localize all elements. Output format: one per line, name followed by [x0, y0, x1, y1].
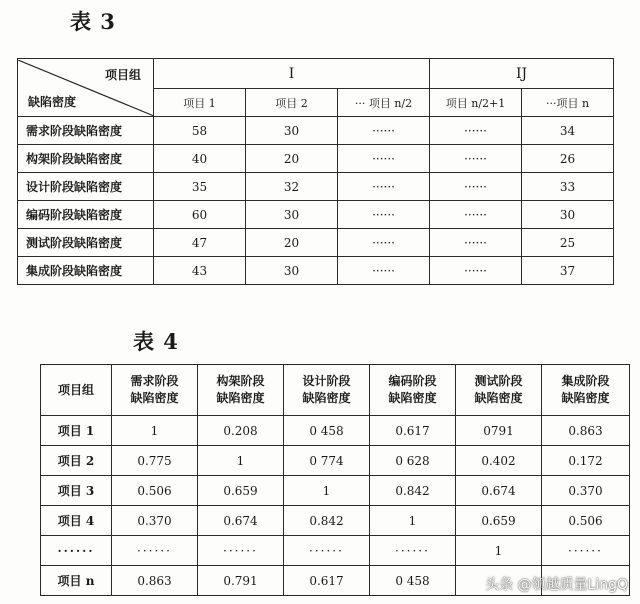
table4-cell: 0.506 [112, 476, 198, 506]
table3-cell: ······ [338, 229, 430, 257]
table3-cell: 25 [522, 229, 614, 257]
table4-cell: 0.172 [542, 446, 630, 476]
table3-cell: 47 [154, 229, 246, 257]
table4-header-line: 测试阶段 [474, 374, 523, 388]
table4-corner-cell: 项目组 [41, 365, 112, 416]
table4-column-header [284, 365, 370, 416]
table4-cell: 0.617 [284, 566, 370, 596]
table3-cell: 30 [522, 201, 614, 229]
table3-row-label: 需求阶段缺陷密度 [18, 117, 154, 145]
table3-cell: ······ [338, 145, 430, 173]
table4-cell: 0.659 [198, 476, 284, 506]
table4-cell: 0.791 [198, 566, 284, 596]
table-row [18, 257, 614, 285]
table4-row-label: 项目 2 [41, 446, 112, 476]
table-row [18, 201, 614, 229]
watermark: 头条 @领越质量LingQ [485, 577, 628, 593]
table4-cell: 1 [284, 476, 370, 506]
table3-row-label: 编码阶段缺陷密度 [18, 201, 154, 229]
table3-cell: 33 [522, 173, 614, 201]
table3-cell: 60 [154, 201, 246, 229]
table3-row-label: 测试阶段缺陷密度 [18, 229, 154, 257]
table4-cell: 1 [112, 416, 198, 446]
table4-header-line: 缺陷密度 [388, 391, 437, 405]
table4-cell: 0.842 [284, 506, 370, 536]
table-row [18, 173, 614, 201]
table4-column-header [542, 365, 630, 416]
table4-column-header [112, 365, 198, 416]
table3-row-label: 集成阶段缺陷密度 [18, 257, 154, 285]
table3-cell: 30 [246, 257, 338, 285]
table4-cell: 0.674 [456, 476, 542, 506]
table-row [41, 446, 630, 476]
table3-corner-top: 项目组 [104, 67, 141, 82]
table3-cell: ······ [430, 201, 522, 229]
table4-header-line: 缺陷密度 [561, 391, 610, 405]
table4-column-header [456, 365, 542, 416]
table4-cell: 1 [456, 536, 542, 566]
table3-cell: ······ [430, 145, 522, 173]
table4-row-label: ······ [41, 536, 112, 566]
table3-cell: 43 [154, 257, 246, 285]
table4-row-label: 项目 4 [41, 506, 112, 536]
table3-row-label: 构架阶段缺陷密度 [18, 145, 154, 173]
table4-cell: ······ [370, 536, 456, 566]
table3-cell: 30 [246, 201, 338, 229]
table4-header-line: 集成阶段 [561, 374, 610, 388]
table3-column-header: ···项目 n [522, 89, 614, 117]
table4-cell: 0.863 [542, 416, 630, 446]
table4-header-line: 构架阶段 [216, 374, 265, 388]
table4-cell: 0.842 [370, 476, 456, 506]
table4-cell: ······ [198, 536, 284, 566]
table4-cell: 0791 [456, 416, 542, 446]
table3-row-label: 设计阶段缺陷密度 [18, 173, 154, 201]
table3-cell: ······ [338, 117, 430, 145]
table3-column-header: 项目 n/2+1 [430, 89, 522, 117]
table4-cell: ······ [284, 536, 370, 566]
table3-caption: 表 3 [70, 9, 116, 34]
table-row [18, 117, 614, 145]
table3-cell: ······ [338, 173, 430, 201]
table4-column-header [198, 365, 284, 416]
table3-cell: 20 [246, 229, 338, 257]
table-row [41, 536, 630, 566]
table3-corner-bottom: 缺陷密度 [28, 94, 77, 109]
table3-column-header: 项目 1 [154, 89, 246, 117]
table3-cell: 30 [246, 117, 338, 145]
table-row [41, 416, 630, 446]
table3-column-header: 项目 2 [246, 89, 338, 117]
table4 [40, 364, 630, 596]
table4-header-line: 缺陷密度 [130, 391, 179, 405]
table4-row-label: 项目 1 [41, 416, 112, 446]
table4-header-line: 缺陷密度 [216, 391, 265, 405]
table4-cell: 0.370 [112, 506, 198, 536]
table4-cell: 0.402 [456, 446, 542, 476]
table3-group-header: I [154, 59, 430, 89]
table-row [41, 506, 630, 536]
table4-cell: 0.506 [542, 506, 630, 536]
table4-row-label: 项目 3 [41, 476, 112, 506]
table4-cell: ······ [542, 536, 630, 566]
table3-cell: 32 [246, 173, 338, 201]
table4-cell: 0.775 [112, 446, 198, 476]
table3-cell: ······ [430, 229, 522, 257]
table4-cell: 0 628 [370, 446, 456, 476]
table4-cell: 0.863 [112, 566, 198, 596]
table3-corner-cell [18, 59, 154, 117]
table4-header-line: 编码阶段 [388, 374, 437, 388]
table4-cell: 0 774 [284, 446, 370, 476]
table3-cell: ······ [430, 173, 522, 201]
table4-cell: 0.370 [542, 476, 630, 506]
table4-cell: 0.659 [456, 506, 542, 536]
table4-cell: 0.674 [198, 506, 284, 536]
table4-cell: 0 458 [370, 566, 456, 596]
table4-cell: 0 458 [284, 416, 370, 446]
table4-cell: 1 [370, 506, 456, 536]
table4-header-line: 需求阶段 [130, 374, 179, 388]
table4-cell: 0.208 [198, 416, 284, 446]
table4-header-line: 缺陷密度 [302, 391, 351, 405]
table3-cell: ······ [430, 117, 522, 145]
table3-cell: 35 [154, 173, 246, 201]
table-row [18, 145, 614, 173]
table3-cell: 20 [246, 145, 338, 173]
table4-caption: 表 4 [133, 329, 179, 354]
table3-group-header: IJ [430, 59, 614, 89]
table-row [41, 476, 630, 506]
table4-header-line: 设计阶段 [302, 374, 351, 388]
table-row [18, 229, 614, 257]
table3-cell: 40 [154, 145, 246, 173]
table3-cell: 58 [154, 117, 246, 145]
table4-row-label: 项目 n [41, 566, 112, 596]
table3-column-header: ··· 项目 n/2 [338, 89, 430, 117]
table3 [17, 58, 614, 285]
table4-column-header [370, 365, 456, 416]
table3-cell: 37 [522, 257, 614, 285]
table3-cell: ······ [430, 257, 522, 285]
table4-cell: 0.617 [370, 416, 456, 446]
table3-cell: 26 [522, 145, 614, 173]
table4-header-line: 缺陷密度 [474, 391, 523, 405]
table3-cell: ······ [338, 201, 430, 229]
table3-cell: ······ [338, 257, 430, 285]
table4-cell: 1 [198, 446, 284, 476]
table3-cell: 34 [522, 117, 614, 145]
table4-cell: ······ [112, 536, 198, 566]
